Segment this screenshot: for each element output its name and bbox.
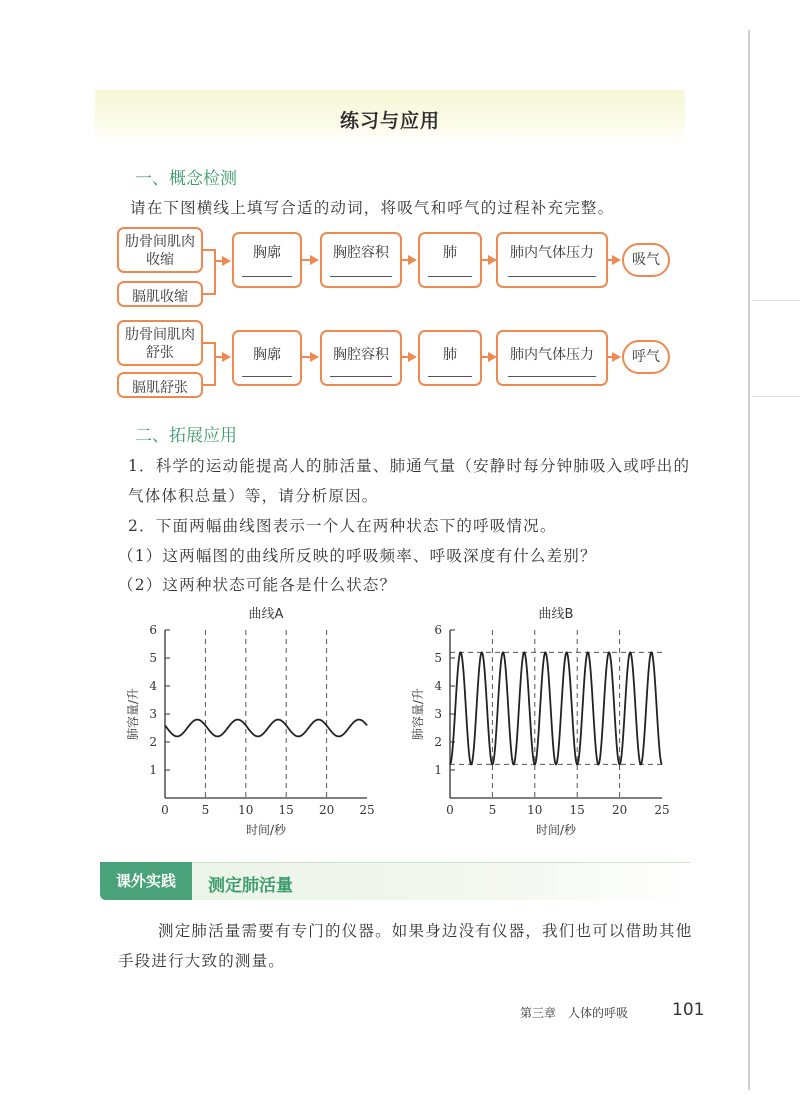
x-tick-label: 25 [359, 803, 375, 817]
arrow-icon [222, 352, 231, 362]
page-number: 101 [672, 1000, 705, 1020]
cause-label: 膈肌收缩 [132, 289, 188, 305]
series-line [450, 652, 662, 764]
x-tick-label: 10 [527, 803, 543, 817]
result-oval-exhale: 呼气 [622, 340, 670, 374]
x-tick-label: 0 [161, 803, 169, 817]
edge-tick [752, 300, 800, 301]
y-tick-label: 2 [149, 735, 157, 749]
step-box [320, 232, 402, 288]
step-box [320, 330, 402, 386]
arrow-icon [310, 255, 319, 265]
x-tick-label: 20 [611, 803, 628, 817]
arrow-icon [408, 255, 417, 265]
cause-label: 肋骨间肌肉收缩 [125, 234, 195, 268]
x-tick-label: 5 [201, 803, 210, 817]
practice-text: 测定肺活量需要有专门的仪器。如果身边没有仪器，我们也可以借助其他手段进行大致的测量。 [118, 922, 693, 970]
step-box [496, 330, 608, 386]
arrow-icon [612, 255, 621, 265]
cause-label: 肋骨间肌肉舒张 [125, 327, 195, 361]
cause-box [117, 281, 203, 307]
blank-line [330, 376, 392, 377]
chart-title: 曲线A [248, 607, 284, 622]
blank-line [428, 276, 472, 277]
step-label: 胸廓 [253, 347, 281, 363]
question-2-1: （1）这两幅图的曲线所反映的呼吸频率、呼吸深度有什么差别？ [118, 547, 597, 565]
y-tick-label: 4 [434, 679, 442, 693]
x-tick-label: 25 [654, 803, 670, 817]
step-box [232, 232, 302, 288]
connector [214, 249, 216, 295]
step-box [232, 330, 302, 386]
section-heading-concept: 一、概念检测 [135, 169, 237, 189]
y-tick-label: 2 [434, 735, 442, 749]
connector [214, 342, 216, 386]
step-label: 肺内气体压力 [510, 347, 594, 363]
blank-line [428, 376, 472, 377]
step-label: 肺 [443, 347, 457, 363]
connector [214, 356, 222, 358]
y-tick-label: 3 [434, 707, 442, 721]
page-edge [748, 30, 750, 1090]
x-tick-label: 0 [446, 803, 454, 817]
blank-line [330, 276, 392, 277]
instruction-text: 请在下图横线上填写合适的动词，将吸气和呼气的过程补充完整。 [130, 199, 615, 217]
result-oval-inhale: 吸气 [622, 243, 670, 277]
y-axis-label: 肺容量/升 [411, 687, 425, 741]
practice-tag: 课外实践 [100, 862, 192, 900]
step-label: 胸腔容积 [333, 245, 389, 261]
cause-label: 膈肌舒张 [132, 380, 188, 396]
y-axis-label: 肺容量/升 [126, 687, 140, 741]
x-axis-label: 时间/秒 [535, 823, 577, 837]
connector [214, 260, 222, 262]
x-tick-label: 20 [318, 803, 335, 817]
chart-curve-a [120, 600, 390, 845]
chapter-footer: 第三章 人体的呼吸 [520, 1006, 629, 1020]
question-1: 1．科学的运动能提高人的肺活量、肺通气量（安静时每分钟肺吸入或呼出的气体体积总量）等，请分析原因。 [128, 457, 691, 505]
y-tick-label: 1 [149, 763, 157, 777]
x-tick-label: 5 [488, 803, 497, 817]
step-label: 胸廓 [253, 245, 281, 261]
blank-line [242, 376, 292, 377]
x-tick-label: 15 [569, 803, 585, 817]
y-tick-label: 3 [149, 707, 157, 721]
blank-line [508, 376, 596, 377]
blank-line [242, 276, 292, 277]
step-box [496, 232, 608, 288]
step-label: 肺内气体压力 [510, 245, 594, 261]
blank-line [508, 276, 596, 277]
x-axis-label: 时间/秒 [245, 823, 287, 837]
y-tick-label: 1 [434, 763, 442, 777]
y-tick-label: 6 [149, 623, 157, 637]
cause-box [117, 372, 203, 398]
x-tick-label: 15 [278, 803, 294, 817]
practice-title: 测定肺活量 [208, 876, 293, 896]
y-tick-label: 5 [434, 651, 442, 665]
step-label: 胸腔容积 [333, 347, 389, 363]
chart-curve-b [405, 600, 680, 845]
series-line [165, 720, 367, 737]
step-label: 肺 [443, 245, 457, 261]
step-box [418, 232, 482, 288]
page-title: 练习与应用 [339, 110, 440, 132]
chart-title: 曲线B [538, 607, 574, 622]
question-2: 2．下面两幅曲线图表示一个人在两种状态下的呼吸情况。 [128, 517, 557, 535]
edge-tick [752, 396, 800, 397]
arrow-icon [408, 352, 417, 362]
y-tick-label: 4 [149, 679, 157, 693]
arrow-icon [222, 256, 231, 266]
x-tick-label: 10 [238, 803, 254, 817]
cause-box [117, 227, 203, 273]
question-2-2: （2）这两种状态可能各是什么状态？ [118, 576, 397, 594]
arrow-icon [612, 352, 621, 362]
section-heading-extend: 二、拓展应用 [135, 426, 237, 446]
cause-box [117, 320, 203, 366]
arrow-icon [310, 352, 319, 362]
step-box [418, 330, 482, 386]
y-tick-label: 5 [149, 651, 157, 665]
y-tick-label: 6 [434, 623, 442, 637]
